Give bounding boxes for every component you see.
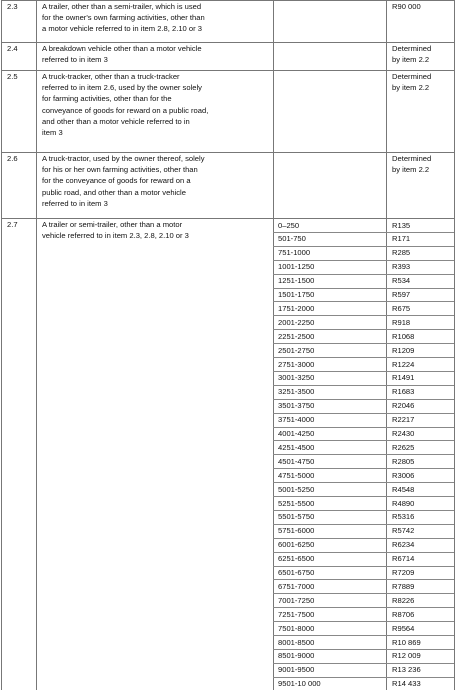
mass-range: 6001-6250 <box>278 540 315 550</box>
item-description-line: A trailer or semi-trailer, other than a motor <box>42 220 183 229</box>
item-description-line: for the conveyance of goods for reward on a <box>42 176 191 186</box>
mass-range: 3251-3500 <box>278 387 315 397</box>
licence-fee-rate: R393 <box>392 262 411 272</box>
licence-fee-rate: R7889 <box>392 581 415 591</box>
licence-fee-rate: R2805 <box>392 456 415 466</box>
licence-fee-rate: R6714 <box>392 554 415 564</box>
licence-fee-rate: R6234 <box>392 540 415 550</box>
mass-range: 7251-7500 <box>278 609 315 619</box>
item-value-line: Determined <box>392 72 432 81</box>
mass-range: 501-750 <box>278 234 306 244</box>
licence-fee-rate: R7209 <box>392 568 415 577</box>
licence-fee-table <box>1 0 455 690</box>
licence-fee-rate: R2217 <box>392 415 415 425</box>
grid-vline <box>454 0 455 690</box>
mass-range: 5501-5750 <box>278 512 315 522</box>
licence-fee-rate: R10 869 <box>392 637 421 647</box>
mass-range: 6251-6500 <box>278 554 315 564</box>
licence-fee-rate: R5742 <box>392 526 415 536</box>
item-description-line: for the owner's own farming activities, other than <box>42 13 205 23</box>
grid-vline <box>36 0 37 690</box>
item-number: 2.6 <box>7 154 18 163</box>
grid-vline <box>386 0 387 690</box>
item-number: 2.4 <box>7 44 18 53</box>
item-value-line: by item 2.2 <box>392 55 430 65</box>
mass-range: 751-1000 <box>278 248 311 258</box>
mass-range: 2251-2500 <box>278 331 315 341</box>
licence-fee-rate: R14 433 <box>392 679 421 689</box>
licence-fee-rate: R171 <box>392 234 411 244</box>
item-description-line: referred to in item 2.6, used by the owner solely <box>42 83 202 93</box>
mass-range: 6751-7000 <box>278 581 315 591</box>
licence-fee-rate: R1209 <box>392 345 415 355</box>
licence-fee-rate: R5316 <box>392 512 415 522</box>
item-value-line: by item 2.2 <box>392 165 430 175</box>
mass-range: 2751-3000 <box>278 359 315 369</box>
licence-fee-rate: R12 009 <box>392 651 421 661</box>
grid-vline <box>1 0 2 690</box>
mass-range: 9001-9500 <box>278 665 315 675</box>
mass-range: 5251-5500 <box>278 498 315 508</box>
item-description-line: conveyance of goods for reward on a public road, <box>42 105 209 115</box>
mass-range: 0–250 <box>278 220 300 230</box>
licence-fee-rate: R597 <box>392 290 411 299</box>
item-description-line: item 3 <box>42 128 63 137</box>
licence-fee-rate: R2430 <box>392 429 415 438</box>
mass-range: 4001-4250 <box>278 429 315 438</box>
licence-fee-rate: R13 236 <box>392 665 421 675</box>
item-description-line: A truck-tractor, used by the owner thereof, solely <box>42 154 205 163</box>
licence-fee-rate: R1068 <box>392 331 415 341</box>
mass-range: 1751-2000 <box>278 303 315 313</box>
licence-fee-rate: R2625 <box>392 442 415 452</box>
item-description-line: and other than a motor vehicle referred to in <box>42 116 190 126</box>
item-number: 2.7 <box>7 220 18 229</box>
mass-range: 1501-1750 <box>278 290 315 299</box>
licence-fee-rate: R1224 <box>392 359 415 369</box>
item-description-line: public road, and other than a motor vehicle <box>42 187 186 197</box>
mass-range: 4751-5000 <box>278 470 315 480</box>
item-description-line: for his or her own farming activities, other than <box>42 165 198 175</box>
grid-vline <box>273 0 274 690</box>
mass-range: 1251-1500 <box>278 276 315 286</box>
licence-fee-rate: R135 <box>392 220 411 230</box>
licence-fee-rate: R1491 <box>392 373 415 383</box>
licence-fee-rate: R1683 <box>392 387 415 397</box>
licence-fee-rate: R9564 <box>392 623 415 633</box>
mass-range: 2501-2750 <box>278 345 315 355</box>
licence-fee-rate: R4890 <box>392 498 415 508</box>
licence-fee-rate: R8226 <box>392 595 415 605</box>
item-description-line: for farming activities, other than for the <box>42 94 172 104</box>
item-value-line: R90 000 <box>392 2 421 11</box>
licence-fee-rate: R8706 <box>392 609 415 619</box>
mass-range: 4501-4750 <box>278 456 315 466</box>
mass-range: 3501-3750 <box>278 401 315 411</box>
item-description-line: referred to in item 3 <box>42 198 108 208</box>
mass-range: 4251-4500 <box>278 442 315 452</box>
licence-fee-rate: R534 <box>392 276 411 286</box>
mass-range: 5751-6000 <box>278 526 315 536</box>
mass-range: 8001-8500 <box>278 637 315 647</box>
mass-range: 7501-8000 <box>278 623 315 633</box>
mass-range: 1001-1250 <box>278 262 315 272</box>
mass-range: 3751-4000 <box>278 415 315 425</box>
mass-range: 3001-3250 <box>278 373 315 383</box>
mass-range: 7001-7250 <box>278 595 315 605</box>
item-value-line: by item 2.2 <box>392 83 430 93</box>
mass-range: 9501-10 000 <box>278 679 321 689</box>
mass-range: 6501-6750 <box>278 568 315 577</box>
item-number: 2.5 <box>7 72 18 81</box>
item-description-line: A trailer, other than a semi-trailer, which is used <box>42 2 202 11</box>
licence-fee-rate: R4548 <box>392 484 415 494</box>
item-value-line: Determined <box>392 154 432 163</box>
item-description-line: vehicle referred to in item 2.3, 2.8, 2.10 or 3 <box>42 231 189 241</box>
mass-range: 8501-9000 <box>278 651 315 661</box>
item-description-line: referred to in item 3 <box>42 55 108 65</box>
item-description-line: A truck-tracker, other than a truck-tracker <box>42 72 180 81</box>
mass-range: 5001-5250 <box>278 484 315 494</box>
item-description-line: A breakdown vehicle other than a motor vehicle <box>42 44 202 53</box>
item-description-line: a motor vehicle referred to in item 2.8, 2.10 or 3 <box>42 24 202 34</box>
licence-fee-rate: R3006 <box>392 470 415 480</box>
licence-fee-rate: R918 <box>392 317 411 327</box>
licence-fee-rate: R2046 <box>392 401 415 411</box>
licence-fee-rate: R285 <box>392 248 411 258</box>
licence-fee-rate: R675 <box>392 303 411 313</box>
mass-range: 2001-2250 <box>278 317 315 327</box>
item-number: 2.3 <box>7 2 18 11</box>
item-value-line: Determined <box>392 44 432 53</box>
